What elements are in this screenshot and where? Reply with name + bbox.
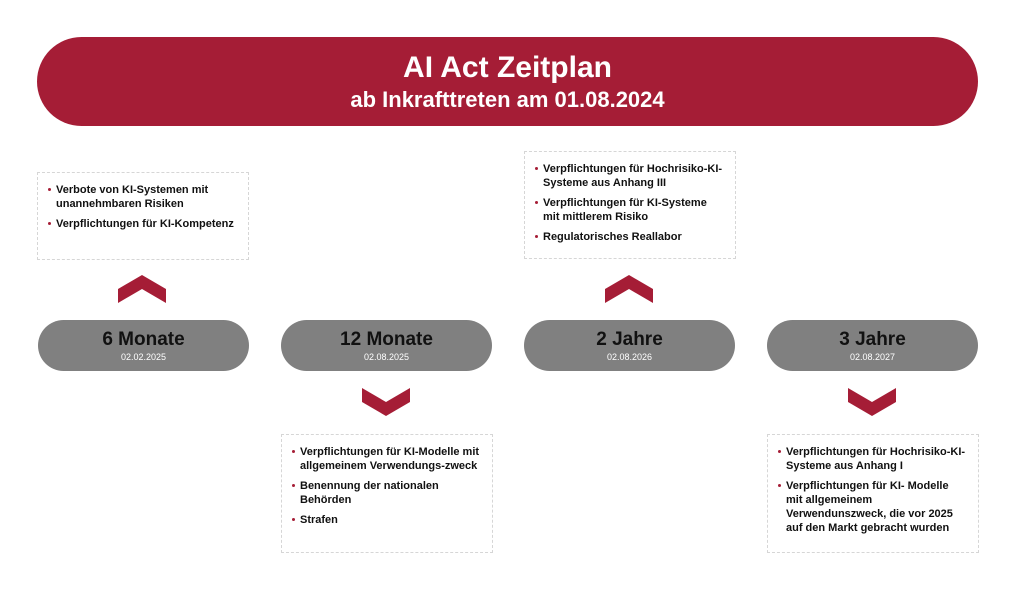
- milestone-2-date: 02.08.2025: [363, 351, 410, 362]
- milestone-1-details: [37, 172, 249, 260]
- milestone-3-details: [524, 151, 736, 259]
- milestone-4-details: [767, 434, 979, 553]
- milestone-2-details: [281, 434, 493, 553]
- chevron-up-icon: [118, 275, 166, 303]
- page-subtitle: ab Inkrafttreten am 01.08.2024: [350, 86, 665, 112]
- milestone-2-item-3: Strafen: [292, 513, 482, 527]
- milestone-1-label: 6 Monate: [102, 328, 185, 350]
- milestone-3-item-1: Verpflichtungen für Hochrisiko-KI-Systeme aus Anhang III: [535, 162, 725, 190]
- chevron-up-icon: [605, 275, 653, 303]
- milestone-4-item-2: Verpflichtungen für KI- Modelle mit allgemeinem Verwendunszweck, die vor 2025 auf den Markt gebracht wurden: [778, 479, 968, 535]
- milestone-3-date: 02.08.2026: [606, 351, 653, 362]
- chevron-down-icon: [848, 388, 896, 416]
- milestone-1-date: 02.02.2025: [120, 351, 167, 362]
- milestone-3-item-3: Regulatorisches Reallabor: [535, 230, 725, 244]
- milestone-2-pill: [281, 320, 492, 371]
- milestone-3-item-2: Verpflichtungen für KI-Systeme mit mittlerem Risiko: [535, 196, 725, 224]
- milestone-4-label: 3 Jahre: [839, 328, 906, 350]
- milestone-2-label: 12 Monate: [340, 328, 433, 350]
- milestone-4-pill: [767, 320, 978, 371]
- page-title: AI Act Zeitplan: [403, 50, 612, 84]
- milestone-2-item-1: Verpflichtungen für KI-Modelle mit allgemeinem Verwendungs-zweck: [292, 445, 482, 473]
- milestone-3-label: 2 Jahre: [596, 328, 663, 350]
- milestone-1-item-1: Verbote von KI-Systemen mit unannehmbaren Risiken: [48, 183, 238, 211]
- milestone-1-pill: [38, 320, 249, 371]
- milestone-4-date: 02.08.2027: [849, 351, 896, 362]
- milestone-3-pill: [524, 320, 735, 371]
- chevron-down-icon: [362, 388, 410, 416]
- milestone-1-item-2: Verpflichtungen für KI-Kompetenz: [48, 217, 238, 231]
- milestone-4-item-1: Verpflichtungen für Hochrisiko-KI- Systeme aus Anhang I: [778, 445, 968, 473]
- milestone-2-item-2: Benennung der nationalen Behörden: [292, 479, 482, 507]
- title-banner: [37, 37, 978, 126]
